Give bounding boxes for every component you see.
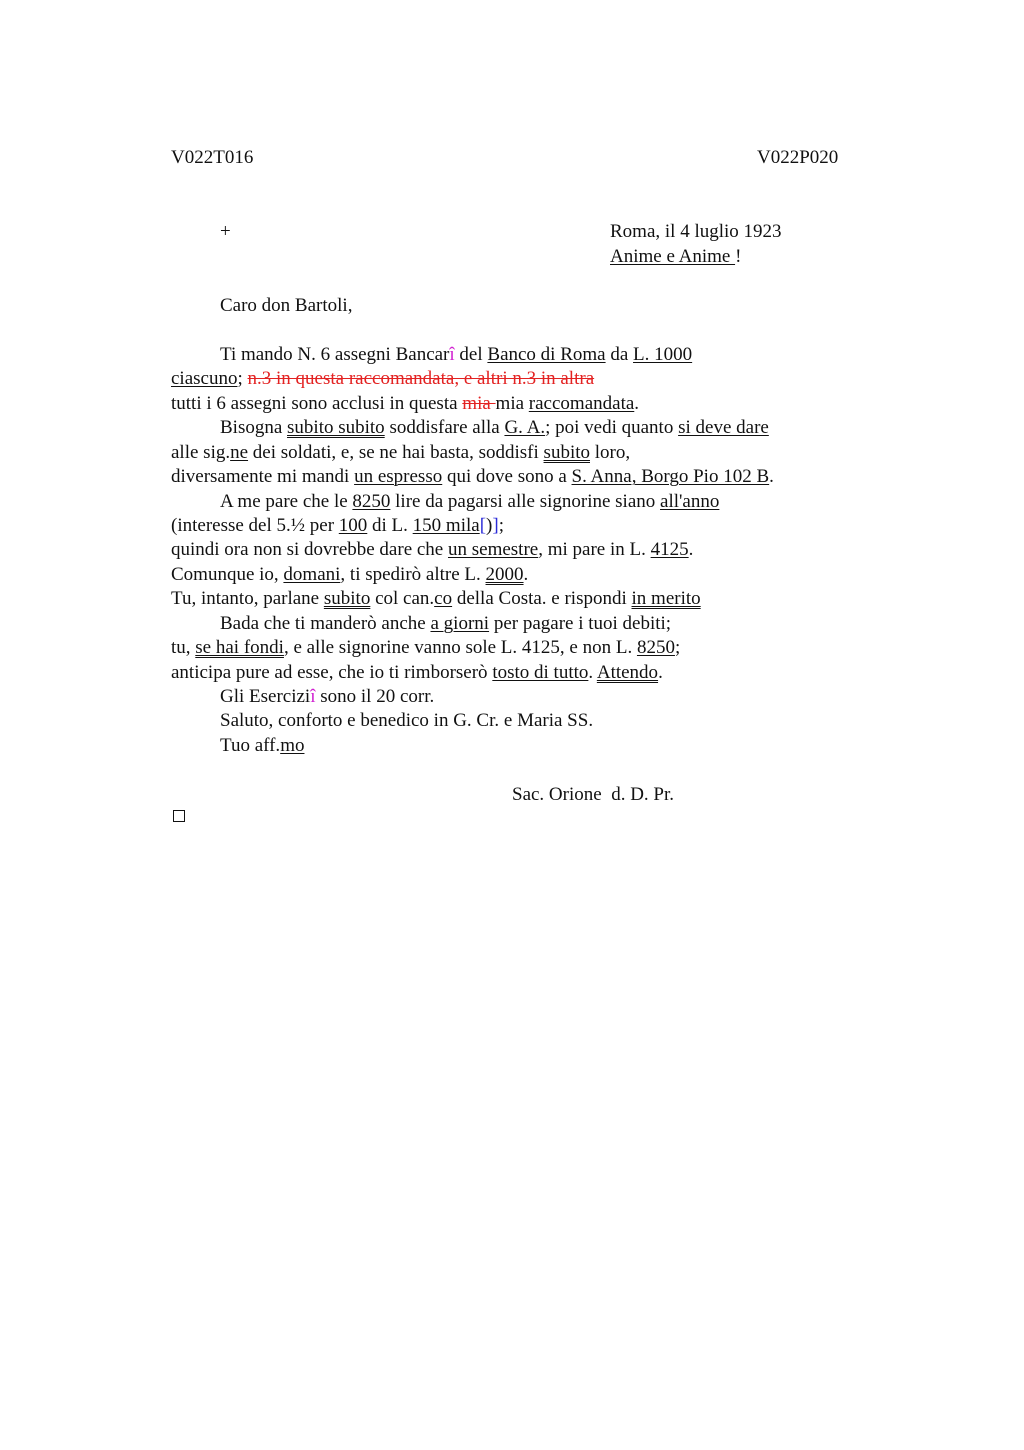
text-line xyxy=(220,416,769,440)
signature: Sac. Orione d. D. Pr. xyxy=(512,784,675,805)
text-run: quindi ora non si dovrebbe dare che xyxy=(171,539,448,560)
text-run: . xyxy=(658,662,663,683)
salutation: Caro don Bartoli, xyxy=(220,295,353,316)
deleted-text: n.3 in questa raccomandata, e altri n.3 in altra xyxy=(247,368,595,389)
underlined-text: Banco di Roma xyxy=(487,344,606,365)
text-line xyxy=(171,514,504,538)
text-run: , e alle signorine vanno sole L. 4125, e non L. xyxy=(283,637,637,658)
text-run: ; xyxy=(674,637,681,658)
double-underlined-text: subito xyxy=(323,588,371,609)
text-run: (interesse del 5.½ per xyxy=(171,515,339,536)
text-line xyxy=(171,563,528,587)
text-run: mia xyxy=(495,393,529,414)
text-run: diversamente mi mandi xyxy=(171,466,355,487)
text-run: ; xyxy=(237,368,248,389)
text-line xyxy=(171,538,693,562)
text-run: del xyxy=(454,344,488,365)
text-run: . xyxy=(523,564,529,585)
text-run: . xyxy=(634,393,640,414)
blessing-line: Saluto, conforto e benedico in G. Cr. e Maria SS. xyxy=(220,710,594,731)
text-line xyxy=(171,392,639,416)
underlined-text: a giorni xyxy=(430,613,490,634)
underlined-text: L. 1000 xyxy=(633,344,693,365)
text-run: Comunque io, xyxy=(171,564,284,585)
text-run: soddisfare alla xyxy=(384,417,505,438)
text-run: dei soldati, e, se ne hai basta, soddisfi xyxy=(248,442,544,463)
underlined-text: un espresso xyxy=(354,466,443,487)
place-date: Roma, il 4 luglio 1923 xyxy=(610,221,782,242)
text-run: Gli Esercizi xyxy=(220,686,311,707)
editorial-mark: î xyxy=(449,344,455,365)
underlined-text: 150 mila xyxy=(412,515,480,536)
underlined-text: raccomandata xyxy=(528,393,635,414)
underlined-text: G. A. xyxy=(504,417,546,438)
text-run: della Costa. e rispondi xyxy=(452,588,632,609)
text-run: . xyxy=(688,539,694,560)
cross-mark: + xyxy=(220,221,231,242)
text-line xyxy=(171,441,630,465)
motto-end: ! xyxy=(735,246,742,267)
text-line xyxy=(220,612,671,636)
underlined-text: co xyxy=(434,588,453,609)
underlined-text: 100 xyxy=(338,515,368,536)
text-line xyxy=(220,490,719,514)
text-run: anticipa pure ad esse, che io ti rimborserò xyxy=(171,662,493,683)
underlined-text: S. Anna, Borgo Pio 102 B xyxy=(571,466,770,487)
editorial-mark: î xyxy=(310,686,316,707)
motto-text: Anime e Anime xyxy=(610,246,736,267)
double-underlined-text: se hai fondi xyxy=(195,637,284,658)
end-square-icon xyxy=(173,810,185,823)
text-run: , ti spedirò altre L. xyxy=(340,564,486,585)
text-run: lire da pagarsi alle signorine siano xyxy=(390,491,661,512)
underlined-text: domani xyxy=(283,564,341,585)
underlined-text: ne xyxy=(230,442,249,463)
text-run: Bisogna xyxy=(220,417,288,438)
text-run: ; poi vedi quanto xyxy=(545,417,679,438)
text-run: da xyxy=(605,344,634,365)
text-run: Tuo aff. xyxy=(220,735,281,756)
text-run: . xyxy=(769,466,774,487)
double-underlined-text: Attendo xyxy=(596,662,659,683)
text-run: per pagare i tuoi debiti; xyxy=(489,613,672,634)
text-run: tutti i 6 assegni sono acclusi in questa xyxy=(171,393,463,414)
text-line xyxy=(171,587,701,611)
underlined-text: all'anno xyxy=(660,491,720,512)
text-line xyxy=(171,465,774,489)
double-underlined-text: subito subito xyxy=(287,417,385,438)
double-underlined-text: subito xyxy=(543,442,590,463)
underlined-text: 8250 xyxy=(636,637,675,658)
underlined-text: ciascuno xyxy=(171,368,238,389)
text-run: Tu, intanto, parlane xyxy=(171,588,324,609)
text-run: ) xyxy=(486,515,493,536)
underlined-text: si deve dare xyxy=(678,417,769,438)
deleted-text: mia xyxy=(462,393,496,414)
text-run: tu, xyxy=(171,637,196,658)
text-line xyxy=(220,343,692,367)
text-run: . xyxy=(588,662,597,683)
underlined-text: tosto di tutto xyxy=(492,662,589,683)
text-run: , mi pare in L. xyxy=(538,539,651,560)
text-run: sono il 20 corr. xyxy=(315,686,435,707)
underlined-text: 8250 xyxy=(352,491,391,512)
text-run: alle sig. xyxy=(171,442,231,463)
text-run: A me pare che le xyxy=(220,491,353,512)
text-run: loro, xyxy=(590,442,631,463)
text-line xyxy=(171,636,680,660)
double-underlined-text: 2000 xyxy=(485,564,524,585)
underlined-text: mo xyxy=(280,735,305,756)
sign-off xyxy=(220,734,304,758)
underlined-text: 4125 xyxy=(650,539,689,560)
underlined-text: un semestre xyxy=(448,539,539,560)
motto xyxy=(610,245,741,269)
text-line xyxy=(220,685,434,709)
text-run: Bada che ti manderò anche xyxy=(220,613,431,634)
text-run: qui dove sono a xyxy=(442,466,572,487)
text-line xyxy=(171,661,663,685)
text-run: ; xyxy=(498,515,504,536)
document-code-right: V022P020 xyxy=(757,147,839,168)
editorial-bracket: ] xyxy=(492,515,499,536)
text-run: col can. xyxy=(370,588,435,609)
editorial-bracket: [ xyxy=(479,515,487,536)
double-underlined-text: in merito xyxy=(631,588,701,609)
text-line xyxy=(171,367,594,391)
document-code-left: V022T016 xyxy=(171,147,254,168)
text-run: Ti mando N. 6 assegni Bancar xyxy=(220,344,450,365)
text-run: di L. xyxy=(367,515,413,536)
